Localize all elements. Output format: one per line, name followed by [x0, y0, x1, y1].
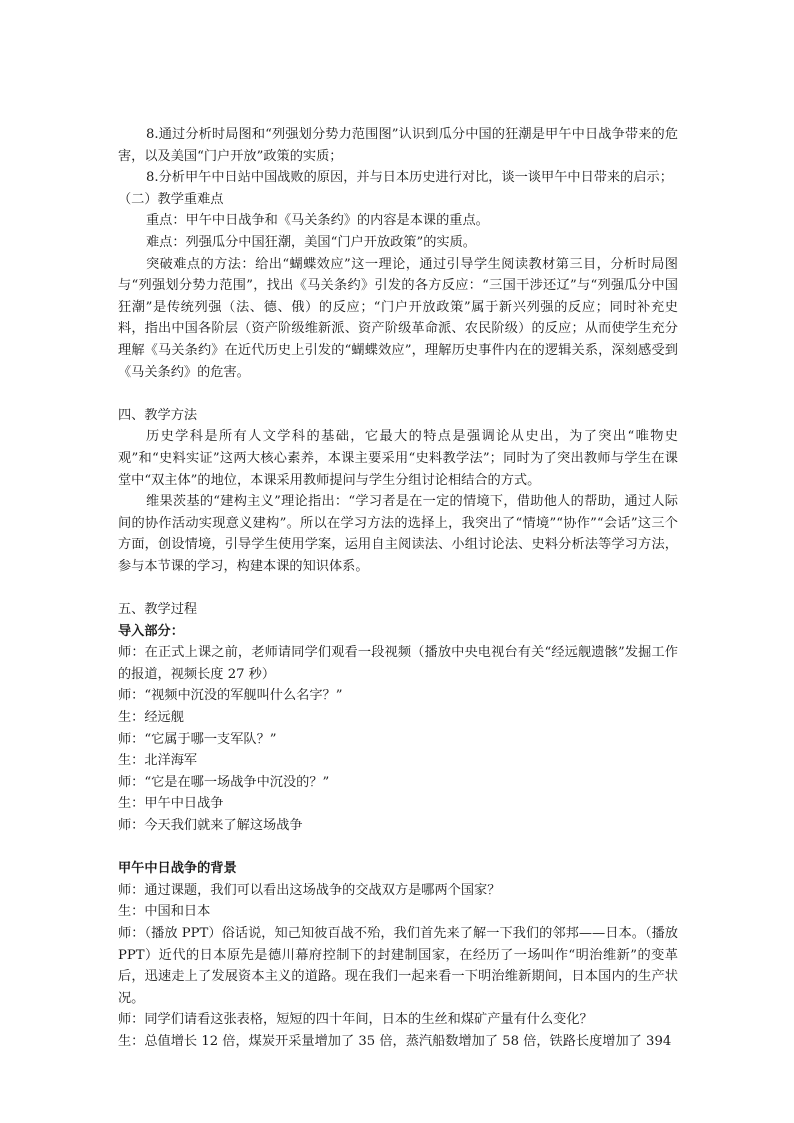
breakthrough-method-paragraph: 突破难点的方法：给出“蝴蝶效应”这一理论，通过引导学生阅读教材第三目，分析时局图与“列强划分势力范围”，找出《马关条约》引发的各方反应：“三国干涉还辽”与“列强瓜分中国狂潮”是传统列强（法、德、俄）的反应；“门户开放政策”属于新兴列强的反应；同时补充史料，指出中国各阶层（资产阶级维新派、资产阶级革命派、农民阶级）的反应；从而使学生充分理解《马关条约》在近代历史上引发的“蝴蝶效应”，理解历史事件内在的逻辑关系，深刻感受到《马关条约》的危害。 [118, 256, 678, 380]
background-section-label: 甲午中日战争的背景 [118, 861, 237, 877]
dialogue-line: 师：同学们请看这张表格，短短的四十年间，日本的生丝和煤矿产量有什么变化？ [118, 1012, 593, 1028]
dialogue-line: 师：（播放 PPT）俗话说，知己知彼百战不殆，我们首先来了解一下我们的邻邦——日本。（播放 PPT）近代的日本原先是德川幕府控制下的封建制国家，在经历了一场叫作“明治维新”的变革后，迅速走上了发展资本主义的道路。现在我们一起来看一下明治维新期间，日本国内的生产状况。 [118, 925, 678, 1006]
spacer [118, 837, 678, 859]
objective-item-8a: 8.通过分析时局图和“列强划分势力范围图”认识到瓜分中国的狂潮是甲午中日战争带来的危害，以及美国“门户开放”政策的实质； [118, 127, 678, 164]
spacer [118, 383, 678, 405]
methods-paragraph-2: 维果茨基的“建构主义”理论指出：“学习者是在一定的情境下，借助他人的帮助，通过人际间的协作活动实现意义建构”。所以在学习方法的选择上，我突出了“情境”“协作”“会话”这三个方面，创设情境，引导学生使用学案，运用自主阅读法、小组讨论法、史料分析法等学习方法，参与本节课的学习，构建本课的知识体系。 [118, 494, 678, 574]
dialogue-line: 生：总值增长 12 倍，煤炭开采量增加了 35 倍，蒸汽船数增加了 58 倍，铁路长度增加了 394 [118, 1033, 672, 1049]
dialogue-line: 生：经远舰 [118, 710, 184, 726]
methods-paragraph-1: 历史学科是所有人文学科的基础，它最大的特点是强调论从史出，为了突出“唯物史观”和“史料实证”这两大核心素养，本课主要采用“史料教学法”；同时为了突出教师与学生在课堂中“双主体”的地位，本课采用教师提问与学生分组讨论相结合的方式。 [118, 429, 678, 488]
dialogue-line: 师：今天我们就来了解这场战争 [118, 818, 303, 833]
teaching-methods-heading: 四、教学方法 [118, 407, 198, 423]
key-points-heading: （二）教学重难点 [118, 191, 224, 207]
dialogue-line: 师：“它属于哪一支军队？” [118, 731, 277, 747]
dialogue-line: 师：在正式上课之前，老师请同学们观看一段视频（播放中央电视台有关“经远舰遗骸”发掘工作的报道，视频长度 27 秒） [118, 645, 678, 682]
focus-text: 重点：甲午中日战争和《马关条约》的内容是本课的重点。 [146, 213, 489, 229]
spacer [118, 577, 678, 599]
teaching-process-heading: 五、教学过程 [118, 602, 198, 618]
document-page [118, 124, 678, 1053]
dialogue-line: 师：通过课题，我们可以看出这场战争的交战双方是哪两个国家？ [118, 882, 501, 898]
dialogue-line: 生：北洋海军 [118, 753, 198, 769]
dialogue-line: 师：“它是在哪一场战争中沉没的？” [118, 774, 330, 790]
difficulty-text: 难点：列强瓜分中国狂潮，美国“门户开放政策”的实质。 [146, 234, 476, 250]
dialogue-line: 生：中国和日本 [118, 904, 211, 920]
dialogue-line: 师：“视频中沉没的军舰叫什么名字？” [118, 688, 343, 704]
dialogue-line: 生：甲午中日战争 [118, 796, 224, 812]
intro-section-label: 导入部分： [118, 623, 184, 639]
objective-item-8b: 8.分析甲午中日站中国战败的原因，并与日本历史进行对比，谈一谈甲午中日带来的启示； [146, 170, 673, 186]
